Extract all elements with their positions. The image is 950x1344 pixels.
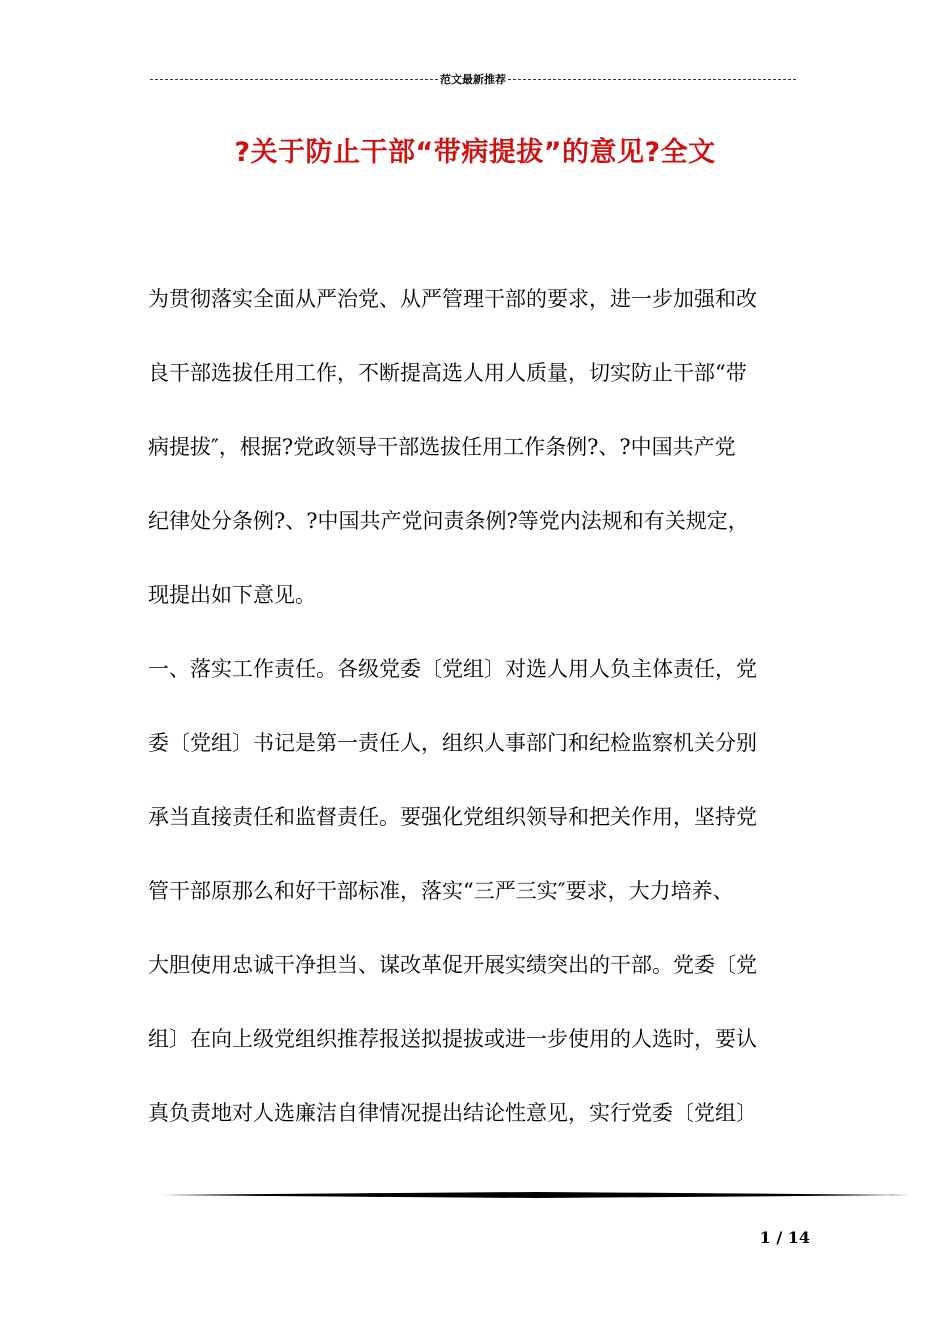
body-line: 真负责地对人选廉洁自律情况提出结论性意见，实行党委〔党组〕: [148, 1101, 757, 1125]
body-line: 为贯彻落实全面从严治党、从严管理干部的要求，进一步加强和改: [148, 287, 757, 311]
header-dashes-right: [508, 79, 796, 80]
document-title: ?关于防止干部“带病提拔”的意见?全文: [234, 137, 716, 168]
body-line: 良干部选拔任用工作，不断提高选人用人质量，切实防止干部“带: [148, 361, 747, 385]
body-line: 纪律处分条例?、?中国共产党问责条例?等党内法规和有关规定，: [148, 509, 749, 533]
document-body: [148, 275, 796, 1163]
body-line: 一、落实工作责任。各级党委〔党组〕对选人用人负主体责任，党: [148, 657, 757, 681]
body-line: 大胆使用忠诚干净担当、谋改革促开展实绩突出的干部。党委〔党: [148, 953, 757, 977]
header-label: 范文最新推荐: [440, 73, 506, 86]
body-line: 病提拔″，根据?党政领导干部选拔任用工作条例?、?中国共产党: [148, 435, 736, 459]
header-dashes-left: [150, 79, 438, 80]
body-line: 承当直接责任和监督责任。要强化党组织领导和把关作用，坚持党: [148, 805, 757, 829]
body-line: 管干部原那么和好干部标准，落实“三严三实″要求，大力培养、: [148, 879, 734, 903]
body-line: 委〔党组〕书记是第一责任人，组织人事部门和纪检监察机关分别: [148, 731, 757, 755]
body-line: 组〕在向上级党组织推荐报送拟提拔或进一步使用的人选时，要认: [148, 1027, 757, 1051]
footer-rule: [162, 1192, 910, 1198]
page-number: 1 / 14: [759, 1228, 810, 1247]
page-header: [150, 70, 796, 88]
body-line: 现提出如下意见。: [148, 583, 316, 607]
